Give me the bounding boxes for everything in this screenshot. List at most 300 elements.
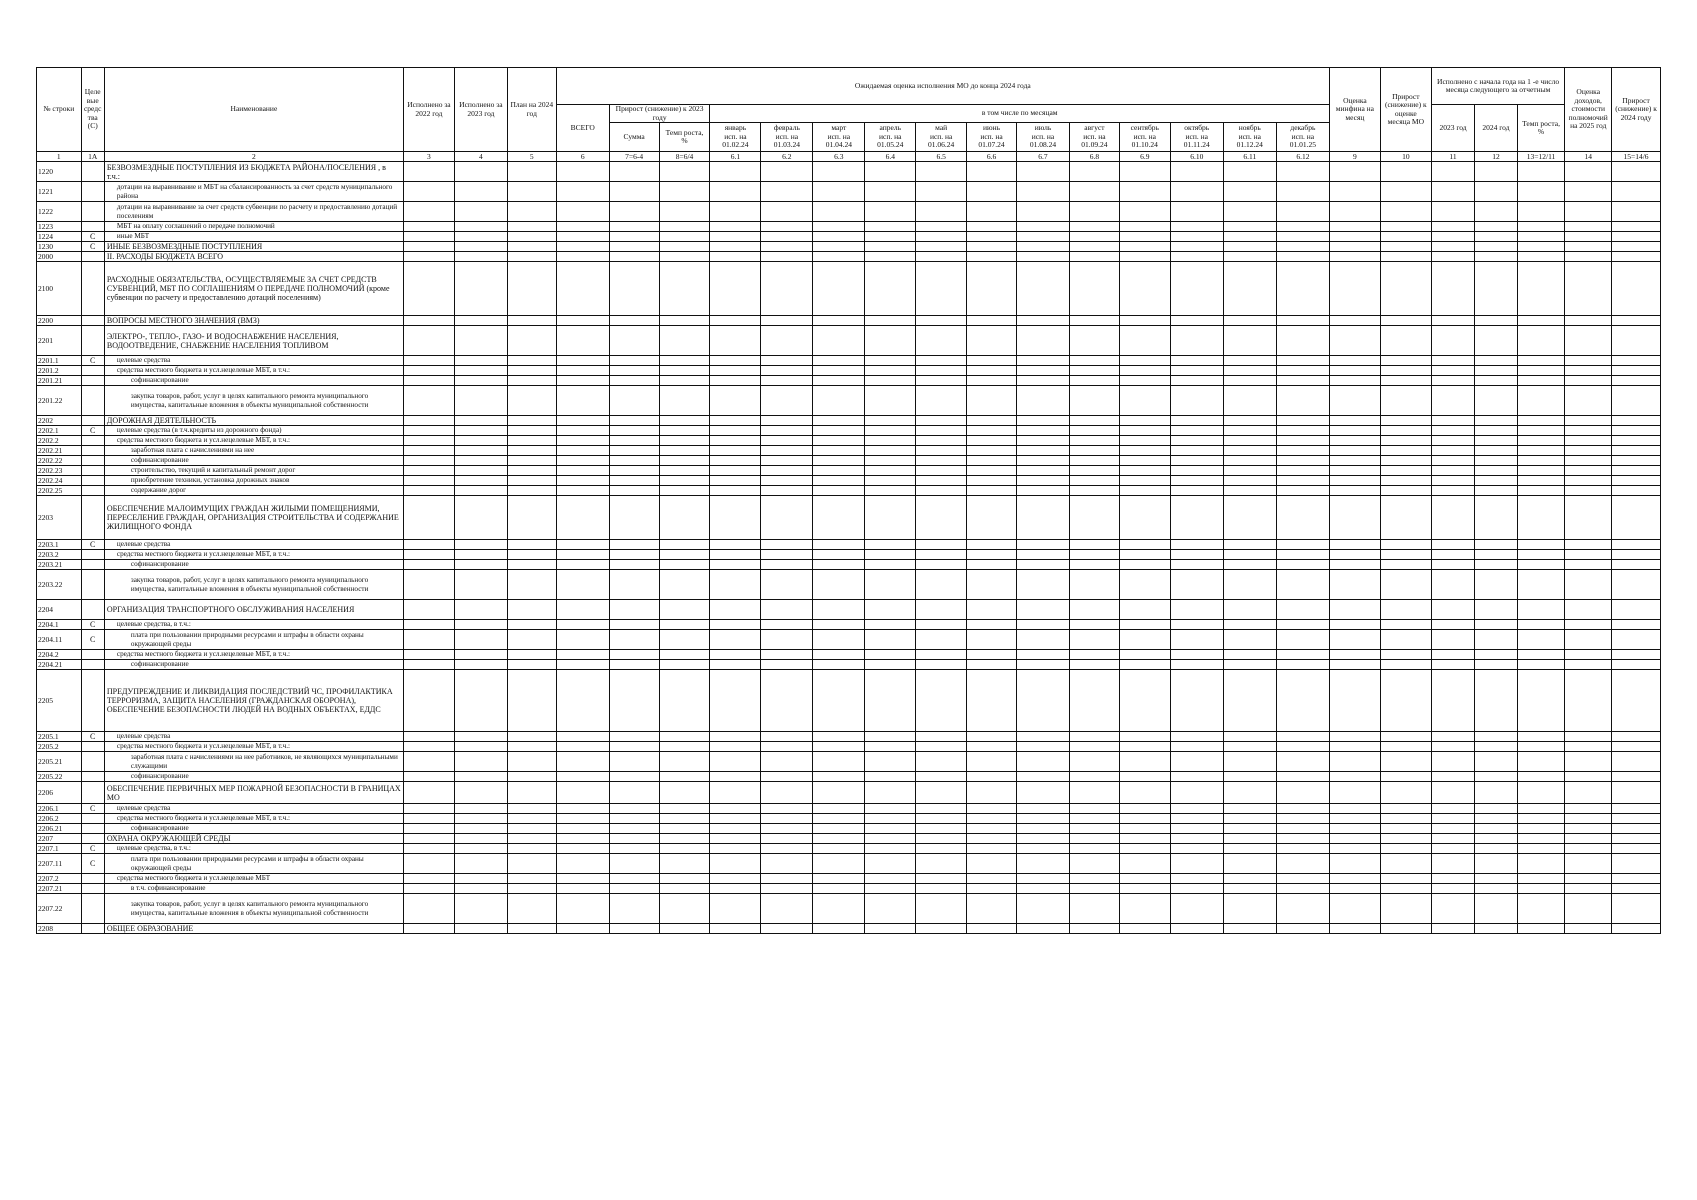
value-cell[interactable] [710,600,761,620]
value-cell[interactable] [1517,416,1565,426]
value-cell[interactable] [403,560,454,570]
value-cell[interactable] [761,326,813,356]
value-cell[interactable] [1565,844,1612,854]
value-cell[interactable] [1016,834,1069,844]
value-cell[interactable] [1612,630,1661,650]
value-cell[interactable] [865,814,916,824]
value-cell[interactable] [1517,326,1565,356]
value-cell[interactable] [916,854,967,874]
value-cell[interactable] [1223,426,1276,436]
value-cell[interactable] [1223,232,1276,242]
value-cell[interactable] [507,804,556,814]
value-cell[interactable] [1016,416,1069,426]
value-cell[interactable] [1170,202,1223,222]
value-cell[interactable] [1612,824,1661,834]
value-cell[interactable] [1329,496,1380,540]
value-cell[interactable] [1431,182,1474,202]
value-cell[interactable] [1070,222,1120,232]
value-cell[interactable] [403,550,454,560]
value-cell[interactable] [403,732,454,742]
value-cell[interactable] [454,620,507,630]
value-cell[interactable] [813,772,865,782]
value-cell[interactable] [1070,262,1120,316]
value-cell[interactable] [1565,222,1612,232]
value-cell[interactable] [1612,540,1661,550]
value-cell[interactable] [761,496,813,540]
value-cell[interactable] [813,752,865,772]
value-cell[interactable] [556,814,609,824]
value-cell[interactable] [1070,924,1120,934]
value-cell[interactable] [556,486,609,496]
value-cell[interactable] [1329,844,1380,854]
value-cell[interactable] [454,560,507,570]
value-cell[interactable] [1431,804,1474,814]
value-cell[interactable] [1070,670,1120,732]
value-cell[interactable] [1475,600,1517,620]
value-cell[interactable] [1380,426,1431,436]
value-cell[interactable] [659,252,710,262]
value-cell[interactable] [1612,742,1661,752]
value-cell[interactable] [1565,630,1612,650]
value-cell[interactable] [507,874,556,884]
value-cell[interactable] [556,252,609,262]
value-cell[interactable] [710,874,761,884]
value-cell[interactable] [403,924,454,934]
value-cell[interactable] [1016,476,1069,486]
value-cell[interactable] [1431,630,1474,650]
value-cell[interactable] [710,540,761,550]
value-cell[interactable] [556,854,609,874]
value-cell[interactable] [1612,550,1661,560]
value-cell[interactable] [1070,732,1120,742]
value-cell[interactable] [609,232,659,242]
value-cell[interactable] [454,386,507,416]
value-cell[interactable] [1517,630,1565,650]
value-cell[interactable] [609,326,659,356]
value-cell[interactable] [1276,560,1329,570]
value-cell[interactable] [1612,924,1661,934]
value-cell[interactable] [1016,456,1069,466]
value-cell[interactable] [659,560,710,570]
value-cell[interactable] [556,386,609,416]
value-cell[interactable] [1329,782,1380,804]
value-cell[interactable] [1170,752,1223,772]
value-cell[interactable] [1475,570,1517,600]
value-cell[interactable] [1329,202,1380,222]
value-cell[interactable] [761,570,813,600]
value-cell[interactable] [1517,884,1565,894]
value-cell[interactable] [1475,386,1517,416]
value-cell[interactable] [1517,844,1565,854]
value-cell[interactable] [1380,182,1431,202]
value-cell[interactable] [865,376,916,386]
value-cell[interactable] [1431,570,1474,600]
value-cell[interactable] [659,446,710,456]
value-cell[interactable] [1475,804,1517,814]
value-cell[interactable] [454,222,507,232]
value-cell[interactable] [1119,834,1170,844]
value-cell[interactable] [1223,162,1276,182]
value-cell[interactable] [761,924,813,934]
value-cell[interactable] [659,496,710,540]
value-cell[interactable] [1475,844,1517,854]
value-cell[interactable] [609,844,659,854]
value-cell[interactable] [1431,446,1474,456]
value-cell[interactable] [659,316,710,326]
value-cell[interactable] [916,222,967,232]
value-cell[interactable] [1517,232,1565,242]
value-cell[interactable] [1016,540,1069,550]
value-cell[interactable] [1070,242,1120,252]
value-cell[interactable] [761,844,813,854]
value-cell[interactable] [1431,814,1474,824]
value-cell[interactable] [1431,366,1474,376]
value-cell[interactable] [507,844,556,854]
value-cell[interactable] [761,630,813,650]
value-cell[interactable] [1431,222,1474,232]
value-cell[interactable] [454,844,507,854]
value-cell[interactable] [403,436,454,446]
value-cell[interactable] [761,486,813,496]
value-cell[interactable] [1276,650,1329,660]
value-cell[interactable] [1170,834,1223,844]
value-cell[interactable] [1431,550,1474,560]
value-cell[interactable] [556,496,609,540]
value-cell[interactable] [659,600,710,620]
value-cell[interactable] [1612,182,1661,202]
value-cell[interactable] [1380,600,1431,620]
value-cell[interactable] [1070,824,1120,834]
value-cell[interactable] [1431,162,1474,182]
value-cell[interactable] [1170,476,1223,486]
value-cell[interactable] [916,752,967,772]
value-cell[interactable] [761,456,813,466]
value-cell[interactable] [1276,242,1329,252]
value-cell[interactable] [403,742,454,752]
value-cell[interactable] [1016,252,1069,262]
value-cell[interactable] [1517,550,1565,560]
value-cell[interactable] [1475,416,1517,426]
value-cell[interactable] [1612,874,1661,884]
value-cell[interactable] [609,436,659,446]
value-cell[interactable] [1565,162,1612,182]
value-cell[interactable] [556,844,609,854]
value-cell[interactable] [507,670,556,732]
value-cell[interactable] [1276,894,1329,924]
value-cell[interactable] [865,824,916,834]
value-cell[interactable] [1016,486,1069,496]
value-cell[interactable] [1119,436,1170,446]
value-cell[interactable] [403,466,454,476]
value-cell[interactable] [1276,570,1329,600]
value-cell[interactable] [1276,262,1329,316]
value-cell[interactable] [1276,782,1329,804]
value-cell[interactable] [813,386,865,416]
value-cell[interactable] [1170,496,1223,540]
value-cell[interactable] [1070,356,1120,366]
value-cell[interactable] [813,356,865,366]
value-cell[interactable] [1276,670,1329,732]
value-cell[interactable] [1223,630,1276,650]
value-cell[interactable] [1070,844,1120,854]
value-cell[interactable] [1380,752,1431,772]
value-cell[interactable] [1517,650,1565,660]
value-cell[interactable] [1475,366,1517,376]
value-cell[interactable] [1380,630,1431,650]
value-cell[interactable] [967,496,1017,540]
value-cell[interactable] [1223,356,1276,366]
value-cell[interactable] [865,446,916,456]
value-cell[interactable] [813,560,865,570]
value-cell[interactable] [967,262,1017,316]
value-cell[interactable] [609,742,659,752]
value-cell[interactable] [1070,416,1120,426]
value-cell[interactable] [1475,772,1517,782]
value-cell[interactable] [916,426,967,436]
value-cell[interactable] [454,732,507,742]
value-cell[interactable] [916,182,967,202]
value-cell[interactable] [1380,466,1431,476]
value-cell[interactable] [556,670,609,732]
value-cell[interactable] [1170,540,1223,550]
value-cell[interactable] [967,742,1017,752]
value-cell[interactable] [1475,540,1517,550]
value-cell[interactable] [1223,742,1276,752]
value-cell[interactable] [761,222,813,232]
value-cell[interactable] [1016,570,1069,600]
value-cell[interactable] [609,486,659,496]
value-cell[interactable] [507,486,556,496]
value-cell[interactable] [1517,752,1565,772]
value-cell[interactable] [1223,670,1276,732]
value-cell[interactable] [813,732,865,742]
value-cell[interactable] [916,416,967,426]
value-cell[interactable] [1565,834,1612,844]
value-cell[interactable] [1475,426,1517,436]
value-cell[interactable] [507,496,556,540]
value-cell[interactable] [761,182,813,202]
value-cell[interactable] [813,486,865,496]
value-cell[interactable] [865,316,916,326]
value-cell[interactable] [967,252,1017,262]
value-cell[interactable] [813,476,865,486]
value-cell[interactable] [1070,772,1120,782]
value-cell[interactable] [454,476,507,486]
value-cell[interactable] [1016,804,1069,814]
value-cell[interactable] [403,834,454,844]
value-cell[interactable] [1276,162,1329,182]
value-cell[interactable] [761,356,813,366]
value-cell[interactable] [454,752,507,772]
value-cell[interactable] [454,366,507,376]
value-cell[interactable] [507,660,556,670]
value-cell[interactable] [659,550,710,560]
value-cell[interactable] [1070,426,1120,436]
value-cell[interactable] [1475,376,1517,386]
value-cell[interactable] [403,844,454,854]
value-cell[interactable] [659,772,710,782]
value-cell[interactable] [1119,772,1170,782]
value-cell[interactable] [1016,854,1069,874]
value-cell[interactable] [659,570,710,600]
value-cell[interactable] [761,670,813,732]
value-cell[interactable] [1517,742,1565,752]
value-cell[interactable] [403,456,454,466]
value-cell[interactable] [1431,232,1474,242]
value-cell[interactable] [507,416,556,426]
value-cell[interactable] [403,476,454,486]
value-cell[interactable] [1565,426,1612,436]
value-cell[interactable] [1612,202,1661,222]
value-cell[interactable] [609,600,659,620]
value-cell[interactable] [1431,376,1474,386]
value-cell[interactable] [1223,874,1276,884]
value-cell[interactable] [865,782,916,804]
value-cell[interactable] [403,630,454,650]
value-cell[interactable] [1612,732,1661,742]
value-cell[interactable] [454,874,507,884]
value-cell[interactable] [813,550,865,560]
value-cell[interactable] [1223,752,1276,772]
value-cell[interactable] [1223,366,1276,376]
value-cell[interactable] [507,252,556,262]
value-cell[interactable] [1475,732,1517,742]
value-cell[interactable] [659,620,710,630]
value-cell[interactable] [454,436,507,446]
value-cell[interactable] [916,232,967,242]
value-cell[interactable] [967,162,1017,182]
value-cell[interactable] [1612,326,1661,356]
value-cell[interactable] [710,570,761,600]
value-cell[interactable] [916,386,967,416]
value-cell[interactable] [1016,630,1069,650]
value-cell[interactable] [967,894,1017,924]
value-cell[interactable] [556,416,609,426]
value-cell[interactable] [1517,660,1565,670]
value-cell[interactable] [454,416,507,426]
value-cell[interactable] [454,540,507,550]
value-cell[interactable] [556,660,609,670]
value-cell[interactable] [659,924,710,934]
value-cell[interactable] [1119,446,1170,456]
value-cell[interactable] [454,570,507,600]
value-cell[interactable] [1170,366,1223,376]
value-cell[interactable] [1016,650,1069,660]
value-cell[interactable] [609,874,659,884]
value-cell[interactable] [556,242,609,252]
value-cell[interactable] [507,326,556,356]
value-cell[interactable] [865,560,916,570]
value-cell[interactable] [761,560,813,570]
value-cell[interactable] [710,446,761,456]
value-cell[interactable] [1119,416,1170,426]
value-cell[interactable] [1475,560,1517,570]
value-cell[interactable] [1170,376,1223,386]
value-cell[interactable] [761,316,813,326]
value-cell[interactable] [403,242,454,252]
value-cell[interactable] [1431,466,1474,476]
value-cell[interactable] [454,814,507,824]
value-cell[interactable] [659,854,710,874]
value-cell[interactable] [1565,670,1612,732]
value-cell[interactable] [403,752,454,772]
value-cell[interactable] [1517,222,1565,232]
value-cell[interactable] [1380,660,1431,670]
value-cell[interactable] [1016,366,1069,376]
value-cell[interactable] [1170,466,1223,476]
value-cell[interactable] [659,630,710,650]
value-cell[interactable] [454,162,507,182]
value-cell[interactable] [454,630,507,650]
value-cell[interactable] [1475,436,1517,446]
value-cell[interactable] [967,814,1017,824]
value-cell[interactable] [1276,436,1329,446]
value-cell[interactable] [710,650,761,660]
value-cell[interactable] [1119,782,1170,804]
value-cell[interactable] [1070,854,1120,874]
value-cell[interactable] [1517,436,1565,446]
value-cell[interactable] [710,620,761,630]
value-cell[interactable] [556,550,609,560]
value-cell[interactable] [1016,162,1069,182]
value-cell[interactable] [1119,202,1170,222]
value-cell[interactable] [1016,466,1069,476]
value-cell[interactable] [1070,326,1120,356]
value-cell[interactable] [813,496,865,540]
value-cell[interactable] [1170,326,1223,356]
value-cell[interactable] [1119,560,1170,570]
value-cell[interactable] [1431,924,1474,934]
value-cell[interactable] [710,376,761,386]
value-cell[interactable] [609,782,659,804]
value-cell[interactable] [916,540,967,550]
value-cell[interactable] [967,386,1017,416]
value-cell[interactable] [916,874,967,884]
value-cell[interactable] [1223,476,1276,486]
value-cell[interactable] [507,742,556,752]
value-cell[interactable] [1329,804,1380,814]
value-cell[interactable] [1119,874,1170,884]
value-cell[interactable] [1431,772,1474,782]
value-cell[interactable] [507,316,556,326]
value-cell[interactable] [1565,232,1612,242]
value-cell[interactable] [1070,386,1120,416]
value-cell[interactable] [1612,426,1661,436]
value-cell[interactable] [659,476,710,486]
value-cell[interactable] [1170,252,1223,262]
value-cell[interactable] [1431,560,1474,570]
value-cell[interactable] [1276,630,1329,650]
value-cell[interactable] [609,496,659,540]
value-cell[interactable] [1276,386,1329,416]
value-cell[interactable] [507,376,556,386]
value-cell[interactable] [507,222,556,232]
value-cell[interactable] [403,252,454,262]
value-cell[interactable] [1380,476,1431,486]
value-cell[interactable] [710,732,761,742]
value-cell[interactable] [659,386,710,416]
value-cell[interactable] [761,600,813,620]
value-cell[interactable] [1475,162,1517,182]
value-cell[interactable] [1170,650,1223,660]
value-cell[interactable] [710,782,761,804]
value-cell[interactable] [1070,660,1120,670]
value-cell[interactable] [1612,772,1661,782]
value-cell[interactable] [1119,326,1170,356]
value-cell[interactable] [1431,416,1474,426]
value-cell[interactable] [507,446,556,456]
value-cell[interactable] [1565,550,1612,560]
